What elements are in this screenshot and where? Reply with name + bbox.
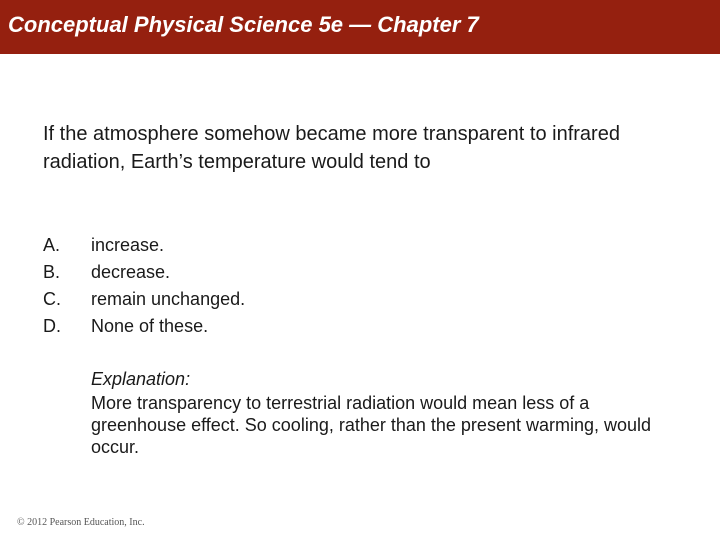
choice-text: remain unchanged. <box>91 289 246 309</box>
choice-letter: D. <box>43 316 61 336</box>
choice-d <box>43 313 683 340</box>
choice-text: increase. <box>91 235 165 255</box>
choice-text: decrease. <box>91 262 171 282</box>
answer-choices <box>43 232 683 340</box>
choice-letter: A. <box>43 235 61 255</box>
choice-a <box>43 232 683 259</box>
choice-text: None of these. <box>91 316 209 336</box>
choice-letter: B. <box>43 262 61 282</box>
explanation-heading: Explanation: <box>91 369 191 389</box>
question-text: If the atmosphere somehow became more transparent to infrared radiation, Earth’s temperature would tend to <box>43 123 620 173</box>
explanation-body: More transparency to terrestrial radiation would mean less of a greenhouse effect. So cooling, rather than the present warming, would occur. <box>91 393 652 457</box>
copyright-footer: © 2012 Pearson Education, Inc. <box>17 517 145 528</box>
slide-title: Conceptual Physical Science 5e — Chapter 7 <box>8 12 479 37</box>
choice-letter: C. <box>43 289 61 309</box>
title-banner <box>0 0 720 54</box>
explanation <box>91 368 671 458</box>
choice-c <box>43 286 683 313</box>
choice-b <box>43 259 683 286</box>
